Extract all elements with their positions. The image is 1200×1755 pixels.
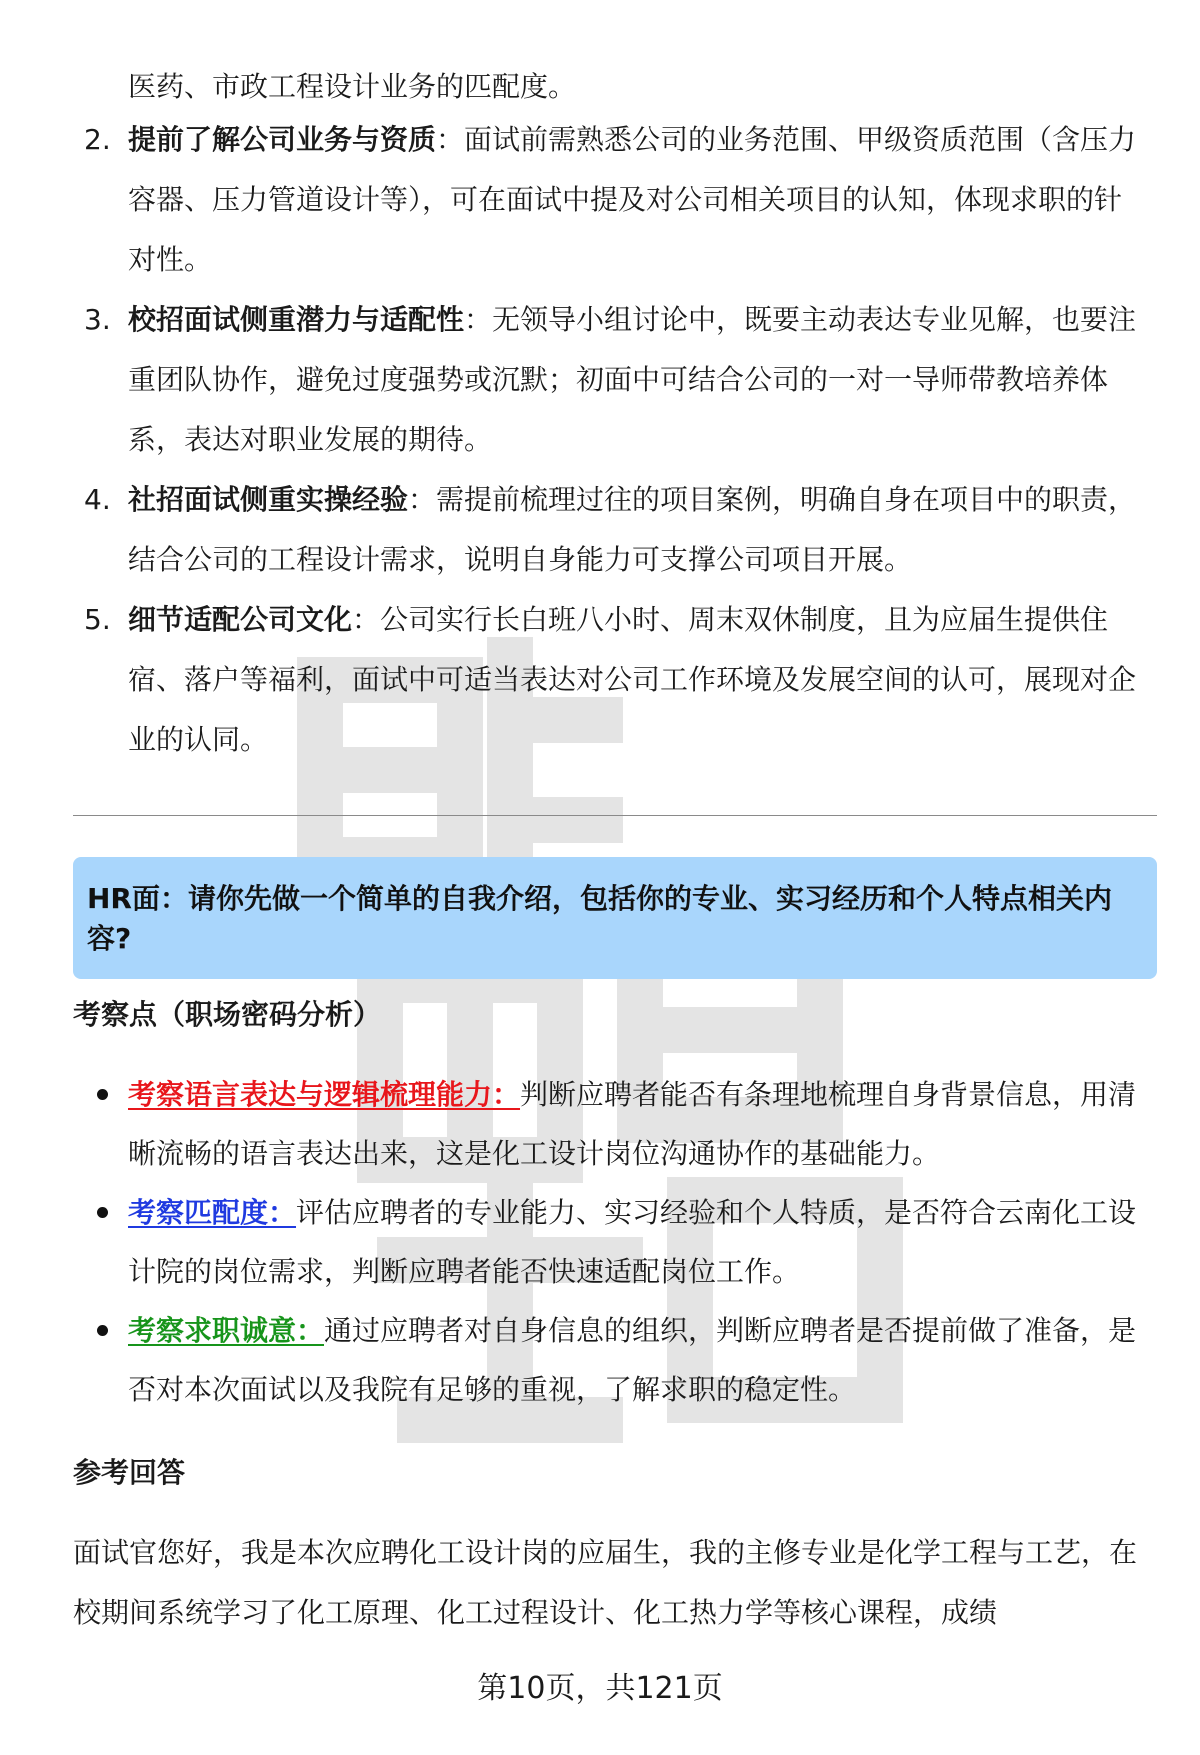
exam-heading: 考察点（职场密码分析） [73,998,382,1031]
question-text: HR面：请你先做一个简单的自我介绍，包括你的专业、实习经历和个人特点相关内容? [87,882,1112,955]
item-number: 4. [84,483,111,516]
bullet-icon [97,1207,108,1218]
list-item [82,110,1138,290]
bullet-icon [97,1089,108,1100]
item-title: 社招面试侧重实操经验 [128,483,409,516]
section-divider [73,815,1157,816]
point-text: 通过应聘者对自身信息的组织，判断应聘者是否提前做了准备，是否对本次面试以及我院有足够的重视，了解求职的稳定性。 [128,1314,1137,1406]
tips-list [82,110,1138,770]
item-title: 提前了解公司业务与资质 [128,123,437,156]
point-keyword: 考察语言表达与逻辑梳理能力： [128,1078,521,1111]
bullet-icon [97,1325,108,1336]
item-body: ：无领导小组讨论中，既要主动表达专业见解，也要注重团队协作，避免过度强势或沉默；初面中可结合公司的一对一导师带教培养体系，表达对职业发展的期待。 [128,303,1137,456]
item-number: 3. [84,303,111,336]
item-body: ：面试前需熟悉公司的业务范围、甲级资质范围（含压力容器、压力管道设计等），可在面试中提及对公司相关项目的认知，体现求职的针对性。 [128,123,1137,276]
list-item [88,1301,1158,1419]
item-number: 2. [84,123,111,156]
continued-text: 医药、市政工程设计业务的匹配度。 [128,70,577,103]
item-body: ：需提前梳理过往的项目案例，明确自身在项目中的职责，结合公司的工程设计需求，说明自身能力可支撑公司项目开展。 [128,483,1137,576]
question-box [73,857,1157,979]
list-item [82,590,1138,770]
list-item [88,1065,1158,1183]
point-keyword: 考察求职诚意： [128,1314,325,1347]
point-keyword: 考察匹配度： [128,1196,297,1229]
point-text: 评估应聘者的专业能力、实习经验和个人特质，是否符合云南化工设计院的岗位需求，判断应聘者能否快速适配岗位工作。 [128,1196,1137,1288]
page-footer: 第10页，共121页 [477,1671,723,1706]
item-title: 细节适配公司文化 [128,603,353,636]
item-body: ：公司实行长白班八小时、周末双休制度，且为应届生提供住宿、落户等福利，面试中可适当表达对公司工作环境及发展空间的认可，展现对企业的认同。 [128,603,1137,756]
point-text: 判断应聘者能否有条理地梳理自身背景信息，用清晰流畅的语言表达出来，这是化工设计岗位沟通协作的基础能力。 [128,1078,1137,1170]
list-item [88,1183,1158,1301]
list-item [82,290,1138,470]
answer-heading: 参考回答 [73,1456,186,1489]
item-number: 5. [84,603,111,636]
exam-points-list [88,1065,1158,1419]
answer-text: 面试官您好，我是本次应聘化工设计岗的应届生，我的主修专业是化学工程与工艺，在校期间系统学习了化工原理、化工过程设计、化工热力学等核心课程，成绩 [73,1536,1138,1629]
list-item [82,470,1138,590]
item-title: 校招面试侧重潜力与适配性 [128,303,465,336]
